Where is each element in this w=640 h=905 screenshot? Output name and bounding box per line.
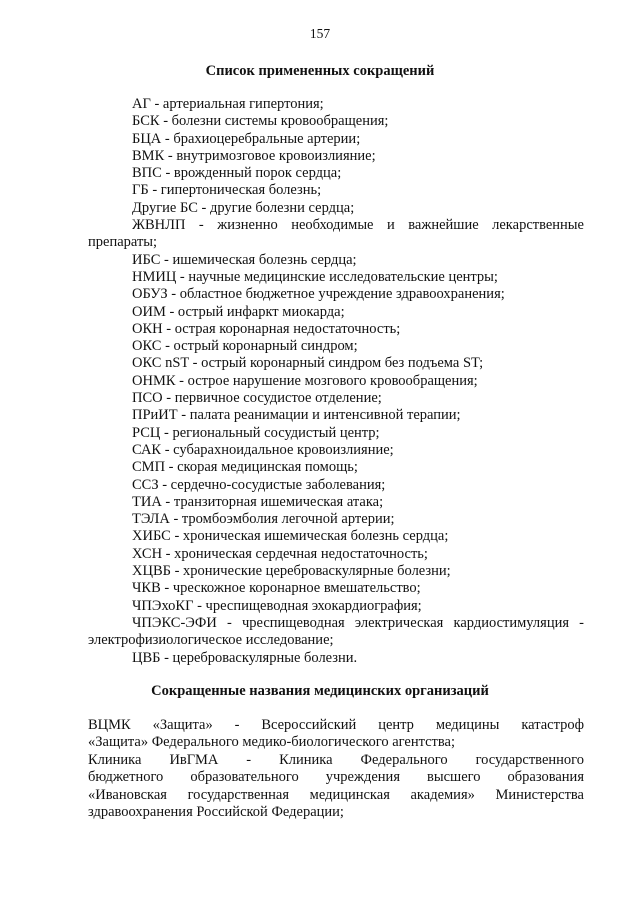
list-item: ИБС - ишемическая болезнь сердца; — [132, 251, 357, 268]
page-number: 157 — [309, 26, 331, 41]
org-entry — [88, 752, 584, 822]
list-item: ОКН - острая коронарная недостаточность; — [132, 320, 401, 337]
list-item: ВМК - внутримозговое кровоизлияние; — [132, 147, 376, 164]
list-item: БСК - болезни системы кровообращения; — [132, 113, 389, 130]
abbreviations-list — [88, 96, 584, 667]
list-item: ЧКВ - чрескожное коронарное вмешательство; — [132, 580, 421, 597]
list-item: ХИБС - хроническая ишемическая болезнь сердца; — [132, 528, 449, 545]
list-item: ЖВНЛП - жизненно необходимые и важнейшие лекарственные — [132, 217, 584, 234]
list-item: ОКС - острый коронарный синдром; — [132, 338, 358, 355]
org-entry — [88, 717, 584, 752]
list-item: ЧПЭхоКГ - чреспищеводная эхокардиография; — [132, 597, 422, 614]
org-line: ВЦМК «Защита» - Всероссийский центр медицины катастроф — [88, 717, 584, 733]
list-item: ОКС nST - острый коронарный синдром без подъема ST; — [132, 355, 484, 372]
list-item: РСЦ - региональный сосудистый центр; — [132, 424, 380, 441]
organizations-list — [88, 717, 584, 821]
list-item: ХЦВБ - хронические цереброваскулярные болезни; — [132, 563, 451, 580]
list-item-continuation: препараты; — [88, 234, 158, 251]
list-item: ВПС - врожденный порок сердца; — [132, 165, 342, 182]
list-item-continuation: электрофизиологическое исследование; — [88, 632, 334, 649]
list-item: ОНМК - острое нарушение мозгового кровообращения; — [132, 372, 478, 389]
list-item: ЧПЭКС-ЭФИ - чреспищеводная электрическая кардиостимуляция - — [132, 614, 584, 631]
org-line: «Защита» Федерального медико-биологического агентства; — [88, 734, 456, 751]
list-item: ОИМ - острый инфаркт миокарда; — [132, 303, 345, 320]
organizations-heading: Сокращенные названия медицинских организаций — [151, 683, 489, 699]
list-item: ССЗ - сердечно-сосудистые заболевания; — [132, 476, 386, 493]
list-item: СМП - скорая медицинская помощь; — [132, 459, 358, 476]
org-line: бюджетного образовательного учреждения высшего образования — [88, 769, 584, 786]
list-item: БЦА - брахиоцеребральные артерии; — [132, 130, 361, 147]
list-item: Другие БС - другие болезни сердца; — [132, 199, 355, 216]
org-line: здравоохранения Российской Федерации; — [88, 804, 344, 821]
list-item: АГ - артериальная гипертония; — [132, 96, 324, 112]
org-line: Клиника ИвГМА - Клиника Федерального государственного — [88, 751, 584, 768]
list-item: САК - субарахноидальное кровоизлияние; — [132, 441, 394, 458]
list-item: ХСН - хроническая сердечная недостаточность; — [132, 545, 428, 562]
list-item: ОБУЗ - областное бюджетное учреждение здравоохранения; — [132, 286, 505, 303]
list-item: НМИЦ - научные медицинские исследовательские центры; — [132, 268, 498, 285]
list-item: ТИА - транзиторная ишемическая атака; — [132, 493, 384, 510]
abbreviations-heading: Список примененных сокращений — [205, 63, 435, 79]
list-item: ГБ - гипертоническая болезнь; — [132, 182, 322, 199]
list-item: ПРиИТ - палата реанимации и интенсивной терапии; — [132, 407, 461, 424]
list-item: ЦВБ - цереброваскулярные болезни. — [132, 649, 358, 666]
list-item: ПСО - первичное сосудистое отделение; — [132, 390, 382, 407]
list-item: ТЭЛА - тромбоэмболия легочной артерии; — [132, 511, 395, 528]
org-line: «Ивановская государственная медицинская академия» Министерства — [88, 786, 584, 803]
